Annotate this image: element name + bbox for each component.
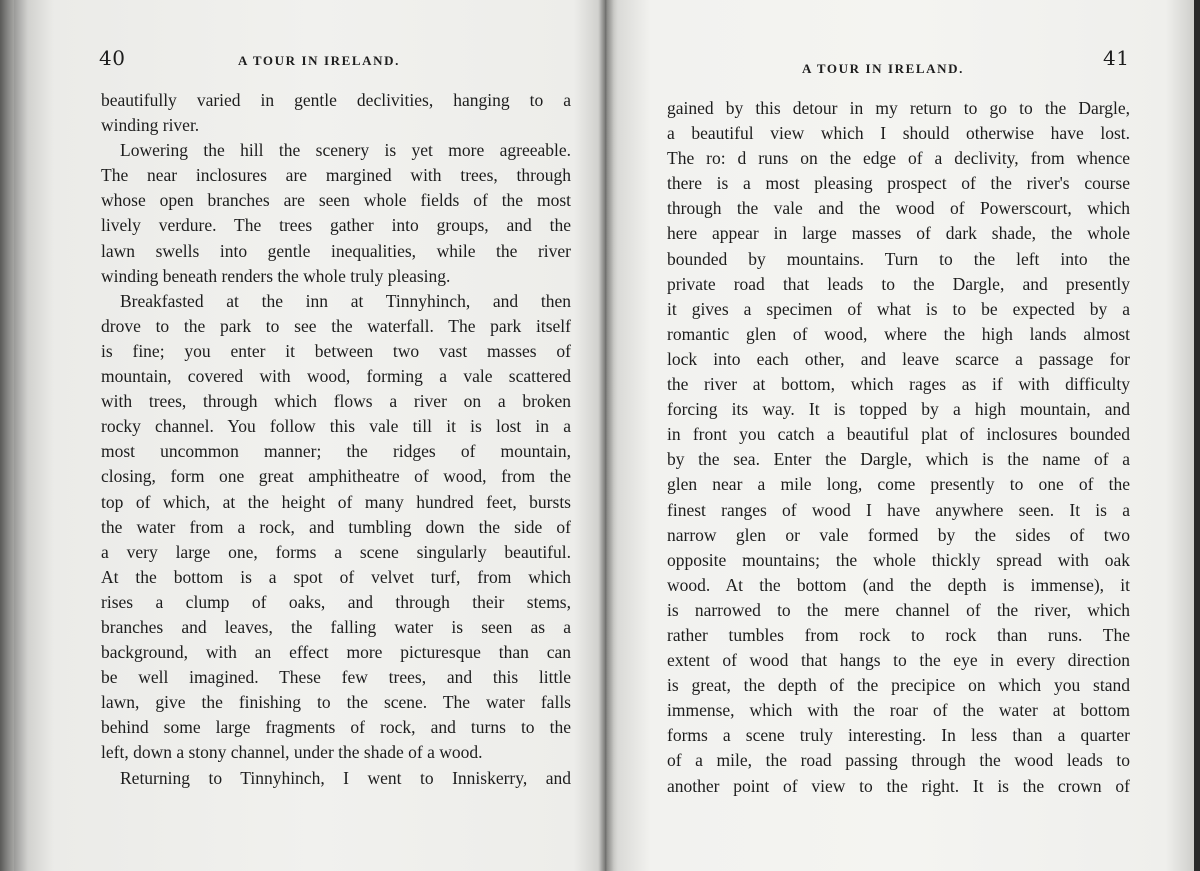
text-line: rises a clump of oaks, and through their stems,: [101, 591, 571, 612]
text-line: by the sea. Enter the Dargle, which is the name of a: [667, 449, 1130, 470]
text-line: lawn swells into gentle inequalities, while the river: [101, 240, 571, 261]
text-line: glen near a mile long, come presently to one of the: [667, 474, 1130, 495]
text-line: forcing its way. It is topped by a high mountain, and: [667, 399, 1130, 420]
text-line: rather tumbles from rock to rock than runs. The: [667, 624, 1130, 645]
text-line: it gives a specimen of what is to be expected by a: [667, 298, 1130, 319]
right-page-text: [667, 96, 1130, 799]
text-line: extent of wood that hangs to the eye in every direction: [667, 650, 1130, 671]
text-line: the river at bottom, which rages as if with difficulty: [667, 374, 1130, 395]
text-line: a very large one, forms a scene singularly beautiful.: [101, 541, 571, 562]
page-number-right: 41: [1103, 46, 1130, 70]
text-line: immense, which with the roar of the water at bottom: [667, 700, 1130, 721]
running-head-right: A TOUR IN IRELAND.: [802, 61, 964, 76]
text-line: here appear in large masses of dark shade, the whole: [667, 223, 1130, 244]
text-line: of a mile, the road passing through the wood leads to: [667, 750, 1130, 771]
text-line: beautifully varied in gentle declivities, hanging to a: [101, 90, 571, 110]
page-number-left: 40: [99, 46, 126, 70]
text-line: bounded by mountains. Turn to the left into the: [667, 248, 1130, 269]
text-line: left, down a stony channel, under the shade of a wood.: [101, 742, 483, 763]
text-line: is fine; you enter it between two vast masses of: [101, 340, 571, 361]
text-line: is great, the depth of the precipice on which you stand: [667, 675, 1130, 696]
text-line: top of which, at the height of many hundred feet, bursts: [101, 491, 571, 512]
text-line: gained by this detour in my return to go to the Dargle,: [667, 98, 1130, 118]
text-line: another point of view to the right. It is the crown of: [667, 775, 1130, 796]
running-head-left: A TOUR IN IRELAND.: [238, 53, 400, 68]
text-line: romantic glen of wood, where the high lands almost: [667, 323, 1130, 344]
text-line: mountain, covered with wood, forming a vale scattered: [101, 366, 571, 387]
text-line: narrow glen or vale formed by the sides of two: [667, 524, 1130, 545]
text-line: winding beneath renders the whole truly pleasing.: [101, 265, 451, 286]
text-line: Returning to Tinnyhinch, I went to Inniskerry, and: [120, 767, 571, 788]
text-line: The ro: d runs on the edge of a declivity, from whence: [667, 148, 1130, 169]
text-line: rocky channel. You follow this vale till it is lost in a: [101, 416, 571, 437]
text-line: finest ranges of wood I have anywhere seen. It is a: [667, 499, 1130, 520]
text-line: whose open branches are seen whole fields of the most: [101, 190, 571, 211]
text-line: the water from a rock, and tumbling down the side of: [101, 516, 571, 537]
text-line: with trees, through which flows a river on a broken: [101, 391, 571, 412]
left-page: [14, 0, 606, 871]
text-line: drove to the park to see the waterfall. The park itself: [101, 315, 571, 336]
text-line: branches and leaves, the falling water is seen as a: [101, 616, 571, 637]
text-line: lively verdure. The trees gather into groups, and the: [101, 215, 571, 236]
text-line: background, with an effect more picturesque than can: [101, 642, 571, 663]
text-line: opposite mountains; the whole thickly spread with oak: [667, 549, 1130, 570]
text-line: there is a most pleasing prospect of the river's course: [667, 173, 1130, 194]
text-line: is narrowed to the mere channel of the river, which: [667, 599, 1130, 620]
left-page-text: [101, 88, 571, 791]
right-page: [606, 0, 1194, 871]
text-line: behind some large fragments of rock, and turns to the: [101, 717, 571, 738]
text-line: be well imagined. These few trees, and this little: [101, 667, 571, 688]
page-edges-left: [0, 0, 14, 871]
text-line: The near inclosures are margined with trees, through: [101, 165, 571, 186]
text-line: a beautiful view which I should otherwise have lost.: [667, 123, 1130, 144]
text-line: Breakfasted at the inn at Tinnyhinch, and then: [120, 290, 571, 311]
text-line: closing, form one great amphitheatre of wood, from the: [101, 466, 571, 487]
book-gutter: [598, 0, 614, 871]
text-line: winding river.: [101, 115, 200, 136]
text-line: Lowering the hill the scenery is yet more agreeable.: [120, 140, 571, 161]
text-line: lock into each other, and leave scarce a passage for: [667, 348, 1130, 369]
text-line: lawn, give the finishing to the scene. The water falls: [101, 692, 571, 713]
text-line: wood. At the bottom (and the depth is immense), it: [667, 574, 1130, 595]
text-line: in front you catch a beautiful plat of inclosures bounded: [667, 424, 1130, 445]
text-line: At the bottom is a spot of velvet turf, from which: [101, 566, 571, 587]
text-line: forms a scene truly interesting. In less than a quarter: [667, 725, 1130, 746]
text-line: private road that leads to the Dargle, and presently: [667, 273, 1130, 294]
text-line: through the vale and the wood of Powerscourt, which: [667, 198, 1130, 219]
text-line: most uncommon manner; the ridges of mountain,: [101, 441, 571, 462]
page-edges-right: [1194, 0, 1200, 871]
